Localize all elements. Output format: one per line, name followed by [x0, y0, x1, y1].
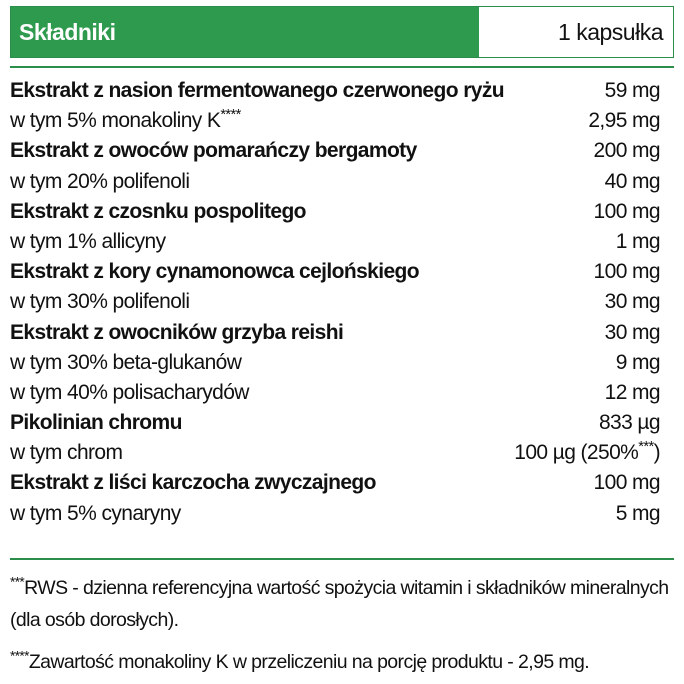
ingredient-amount: 59 mg	[604, 79, 660, 102]
ingredient-amount: 2,95 mg	[588, 109, 660, 133]
ingredient-name: w tym 40% polisacharydów	[10, 380, 249, 404]
ingredients-list	[10, 76, 660, 529]
ingredient-row	[10, 257, 660, 287]
top-divider	[10, 66, 674, 68]
ingredient-amount: 200 mg	[593, 139, 660, 163]
ingredient-subrow	[10, 378, 660, 408]
ingredient-row	[10, 76, 660, 106]
ingredient-name: Ekstrakt z owoców pomarańczy bergamoty	[10, 139, 417, 163]
ingredient-name: w tym chrom	[10, 441, 123, 465]
ingredient-subrow	[10, 227, 660, 257]
ingredient-amount: 100 mg	[593, 199, 660, 223]
ingredient-name: Ekstrakt z nasion fermentowanego czerwonego ryżu	[10, 79, 504, 102]
ingredient-subrow	[10, 348, 660, 378]
ingredient-name: Ekstrakt z owocników grzyba reishi	[10, 320, 344, 344]
ingredient-amount: 40 mg	[604, 169, 660, 193]
ingredient-amount: 12 mg	[604, 380, 660, 404]
ingredient-name: Pikolinian chromu	[10, 411, 182, 435]
ingredient-name: w tym 30% polifenoli	[10, 290, 190, 314]
footnote-text: RWS - dzienna referencyjna wartość spożycia witamin i składników mineralnych (dla osób dorosłych).	[10, 577, 669, 631]
footnote-mark: ***	[10, 574, 25, 590]
ingredient-amount: 100 µg (250%***)	[514, 439, 660, 465]
ingredient-name: w tym 5% monakoliny K****	[10, 107, 241, 133]
ingredient-name: Ekstrakt z kory cynamonowca cejlońskiego	[10, 260, 420, 284]
ingredient-name: w tym 1% allicyny	[10, 229, 166, 253]
footnote-mark: ****	[10, 648, 29, 664]
footnote	[10, 572, 674, 636]
footnote-mark: ***	[638, 439, 654, 456]
ingredient-name: Ekstrakt z liści karczocha zwyczajnego	[10, 471, 376, 495]
ingredients-header: Składniki	[11, 7, 479, 57]
ingredient-row	[10, 136, 660, 166]
footnote-text: Zawartość monakoliny K w przeliczeniu na porcję produktu - 2,95 mg.	[28, 651, 590, 673]
ingredient-name: w tym 20% polifenoli	[10, 169, 190, 193]
ingredient-subrow	[10, 438, 660, 468]
serving-header: 1 kapsułka	[558, 18, 663, 45]
ingredient-subrow	[10, 106, 660, 136]
ingredient-amount: 30 mg	[604, 290, 660, 314]
ingredient-subrow	[10, 287, 660, 317]
ingredient-row	[10, 408, 660, 438]
ingredient-row	[10, 468, 660, 498]
ingredient-subrow	[10, 167, 660, 197]
ingredient-name: Ekstrakt z czosnku pospolitego	[10, 199, 306, 223]
ingredient-amount: 833 µg	[598, 411, 660, 435]
ingredient-row	[10, 318, 660, 348]
ingredient-row	[10, 197, 660, 227]
ingredient-name: w tym 30% beta-glukanów	[10, 350, 242, 374]
ingredient-name: w tym 5% cynaryny	[10, 501, 181, 525]
table-header	[10, 6, 674, 58]
ingredient-amount: 100 mg	[593, 260, 660, 284]
footnotes	[10, 572, 674, 678]
ingredient-subrow	[10, 499, 660, 529]
ingredient-amount: 30 mg	[604, 320, 660, 344]
ingredient-amount: 100 mg	[593, 471, 660, 495]
ingredient-amount: 1 mg	[615, 229, 660, 253]
footnote-mark: ****	[220, 107, 241, 124]
ingredient-amount: 5 mg	[615, 501, 660, 525]
bottom-divider	[10, 558, 674, 560]
footnote	[10, 646, 674, 678]
ingredient-amount: 9 mg	[615, 350, 660, 374]
